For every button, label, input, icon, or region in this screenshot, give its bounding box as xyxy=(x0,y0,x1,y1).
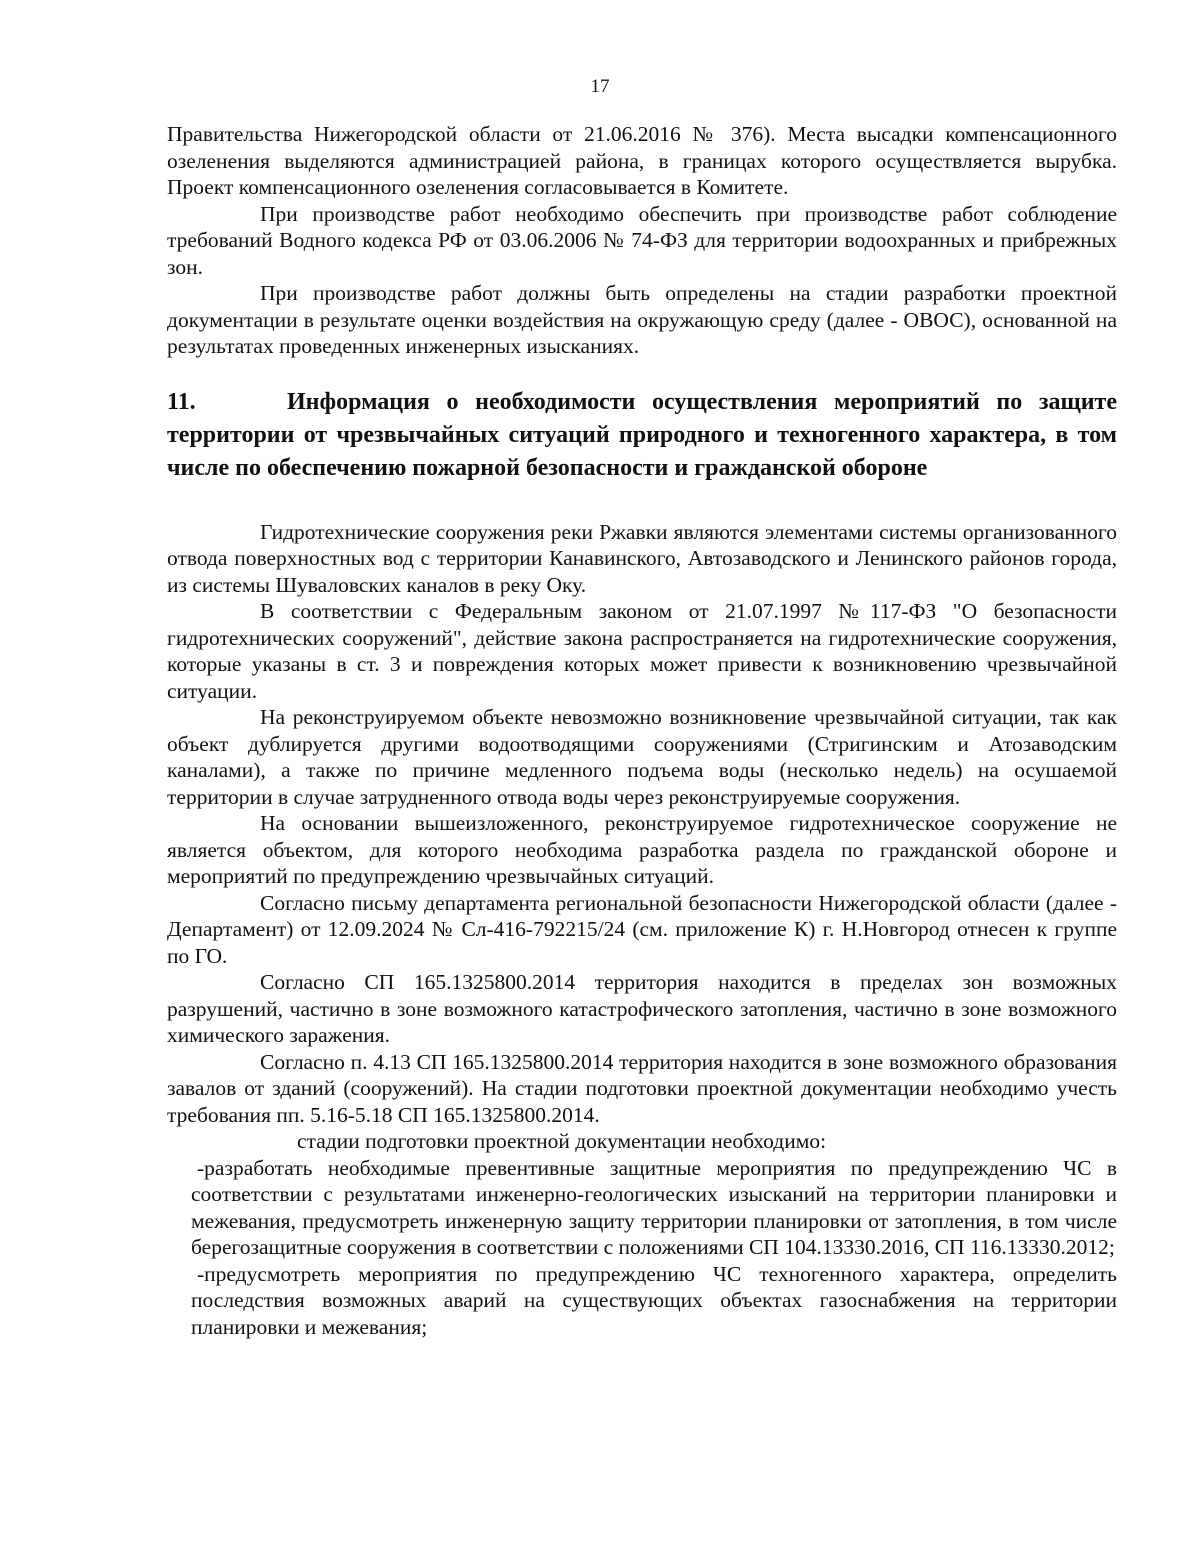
paragraph: Согласно СП 165.1325800.2014 территория находится в пределах зон возможных разрушений, частично в зоне возможного катастрофического затопления, частично в зоне возможного химического заражения. xyxy=(167,970,1117,1047)
paragraph: Правительства Нижегородской области от 21.06.2016 № 376). Места высадки компенсационного озеленения выделяются администрацией района, в границах которого осуществляется вырубка. Проект компенсационного озеленения согласовывается в Комитете. xyxy=(167,122,1117,199)
paragraph: На реконструируемом объекте невозможно возникновение чрезвычайной ситуации, так как объект дублируется другими водоотводящими сооружениями (Стригинским и Атозаводским каналами), а также по причине медленного подъема воды (несколько недель) на осушаемой территории в случае затрудненного отвода воды через реконструируемые сооружения. xyxy=(167,705,1117,809)
page-number: 17 xyxy=(590,76,610,97)
section-heading xyxy=(167,386,1117,485)
section-number: 11. xyxy=(167,388,196,415)
paragraph: Согласно письму департамента региональной безопасности Нижегородской области (далее - Департамент) от 12.09.2024 № Сл-416-792215/24 (см. приложение К) г. Н.Новгород отнесен к группе по ГО. xyxy=(167,890,1117,968)
paragraph: При производстве работ должны быть определены на стадии разработки проектной документации в результате оценки воздействия на окружающую среду (далее - ОВОС), основанной на результатах проведенных инженерных изысканиях. xyxy=(167,281,1117,358)
paragraph: В соответствии с Федеральным законом от 21.07.1997 №117-ФЗ "О безопасности гидротехнических сооружений", действие закона распространяется на гидротехнические сооружения, которые указаны в ст. 3 и повреждения которых может привести к возникновению чрезвычайной ситуации. xyxy=(167,599,1117,703)
paragraph: Согласно п. 4.13 СП 165.1325800.2014 территория находится в зоне возможного образования завалов от зданий (сооружений). На стадии подготовки проектной документации необходимо учесть требования пп. 5.16-5.18 СП 165.1325800.2014. xyxy=(167,1049,1117,1127)
list-lead-line: стадии подготовки проектной документации необходимо: xyxy=(297,1129,827,1153)
document-body xyxy=(167,121,1117,1340)
section-title: Информация о необходимости осуществления мероприятий по защите территории от чрезвычайных ситуаций природного и техногенного характера, в том числе по обеспечению пожарной безопасности и гражданской обороне xyxy=(167,388,1117,481)
list-item: -предусмотреть мероприятия по предупреждению ЧС техногенного характера, определить последствия возможных аварий на существующих объектах газоснабжения на территории планировки и межевания; xyxy=(191,1261,1117,1339)
list-item: -разработать необходимые превентивные защитные мероприятия по предупреждению ЧС в соответствии с результатами инженерно-геологических изысканий на территории планировки и межевания, предусмотреть инженерную защиту территории планировки от затопления, в том числе берегозащитные сооружения в соответствии с положениями СП 104.13330.2016, СП 116.13330.2012; xyxy=(191,1155,1117,1259)
paragraph: При производстве работ необходимо обеспечить при производстве работ соблюдение требований Водного кодекса РФ от 03.06.2006 № 74-ФЗ для территории водоохранных и прибрежных зон. xyxy=(167,201,1117,279)
paragraph: Гидротехнические сооружения реки Ржавки являются элементами системы организованного отвода поверхностных вод с территории Канавинского, Автозаводского и Ленинского районов города, из системы Шуваловских каналов в реку Оку. xyxy=(167,519,1117,597)
paragraph: На основании вышеизложенного, реконструируемое гидротехническое сооружение не является объектом, для которого необходима разработка раздела по гражданской обороне и мероприятий по предупреждению чрезвычайных ситуаций. xyxy=(167,811,1117,888)
